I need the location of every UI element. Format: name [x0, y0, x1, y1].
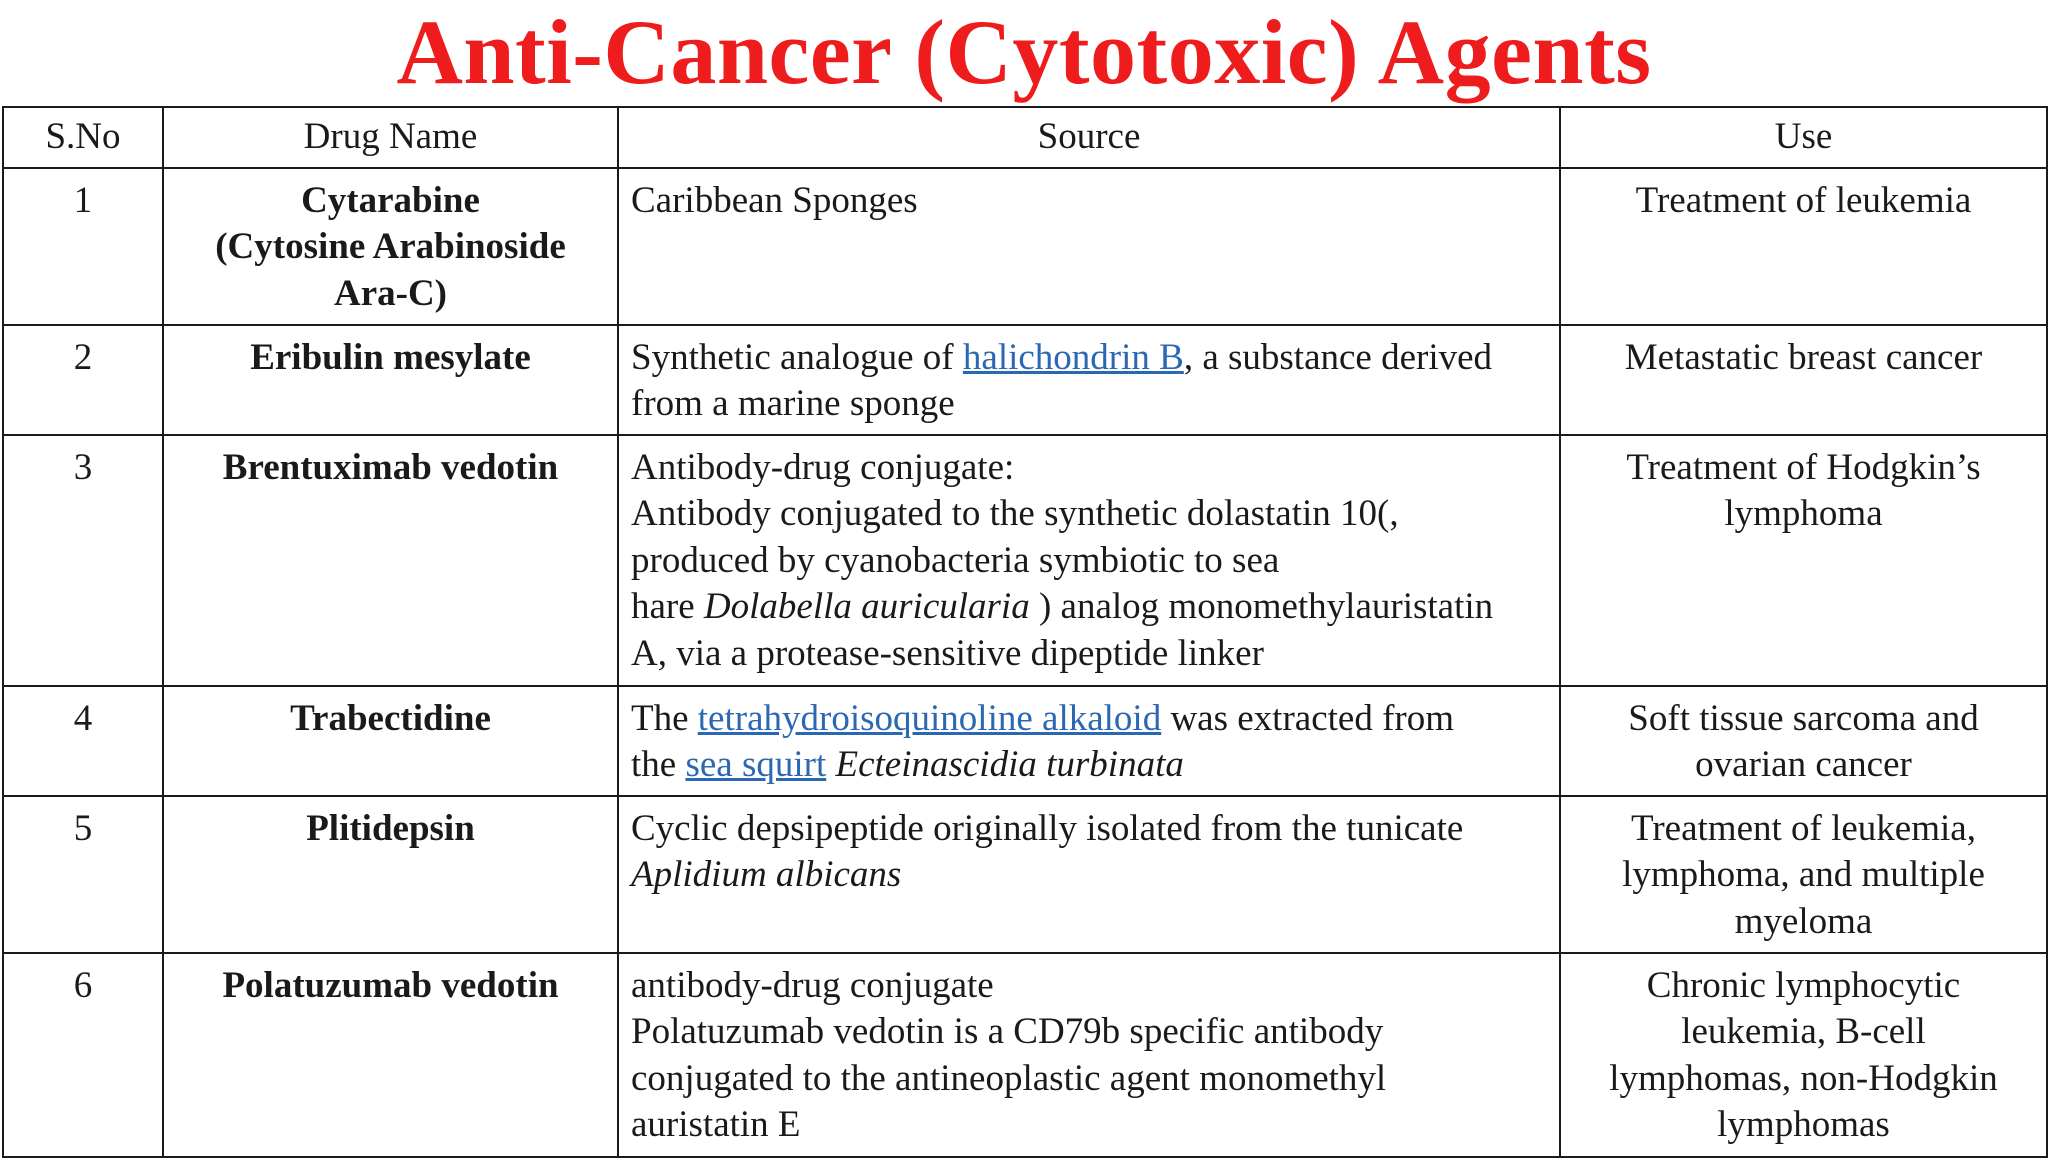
table-row: [3, 953, 2047, 1157]
source-line: from a marine sponge: [631, 383, 955, 424]
use-line: lymphoma: [1724, 493, 1883, 534]
source-line: A, via a protease-sensitive dipeptide linker: [631, 632, 1264, 674]
row-sno: 2: [3, 325, 163, 435]
drug-source: [618, 168, 1560, 325]
drug-name-line: Brentuximab vedotin: [222, 446, 559, 488]
drug-name: [163, 435, 618, 686]
use-line: myeloma: [1734, 900, 1873, 942]
row-sno: 5: [3, 796, 163, 953]
drug-use: [1560, 796, 2047, 953]
table-row: [3, 168, 2047, 325]
drug-source: [618, 686, 1560, 796]
source-line: auristatin E: [631, 1104, 801, 1145]
drug-name-line: Eribulin mesylate: [250, 336, 531, 378]
use-line: Soft tissue sarcoma and: [1628, 697, 1979, 739]
use-line: leukemia, B-cell: [1681, 1011, 1926, 1052]
drug-use: [1560, 168, 2047, 325]
drug-source: [618, 953, 1560, 1157]
species-name: Dolabella auricularia: [703, 586, 1030, 627]
drug-name-line: Polatuzumab vedotin: [222, 964, 559, 1006]
source-line: [631, 742, 1547, 789]
source-line: antibody-drug conjugate: [631, 964, 994, 1006]
source-text: was extracted from: [1161, 697, 1454, 739]
page-title: Anti-Cancer (Cytotoxic) Agents: [396, 1, 1652, 103]
drug-name-line: (Cytosine Arabinoside: [215, 226, 566, 267]
source-text: , a substance derived: [1183, 336, 1493, 378]
use-line: lymphomas: [1717, 1104, 1890, 1145]
source-line: Antibody-drug conjugate:: [631, 446, 1015, 488]
row-sno: 3: [3, 435, 163, 686]
table-header-row: [3, 107, 2047, 168]
drug-name: [163, 686, 618, 796]
drug-name-line: Ara-C): [333, 272, 447, 314]
drug-source: [618, 796, 1560, 953]
use-line: Treatment of leukemia: [1635, 179, 1972, 221]
source-line: Polatuzumab vedotin is a CD79b specific antibody: [631, 1011, 1384, 1052]
source-text: The: [631, 697, 698, 739]
species-name: Aplidium albicans: [631, 854, 902, 895]
source-line: [631, 335, 1547, 382]
species-name: Ecteinascidia turbinata: [826, 744, 1184, 785]
source-line: conjugated to the antineoplastic agent monomethyl: [631, 1057, 1387, 1099]
drug-use: [1560, 325, 2047, 435]
table-row: [3, 325, 2047, 435]
drug-table: [2, 106, 2048, 1158]
table-row: [3, 435, 2047, 686]
source-line: produced by cyanobacteria symbiotic to sea: [631, 539, 1280, 581]
header-sno: S.No: [3, 107, 163, 168]
header-drug-name: Drug Name: [163, 107, 618, 168]
source-line: Cyclic depsipeptide originally isolated from the tunicate: [631, 807, 1464, 849]
source-line: [631, 696, 1547, 743]
drug-name-line: Plitidepsin: [306, 807, 475, 849]
use-line: Treatment of Hodgkin’s: [1626, 446, 1981, 488]
drug-source: [618, 435, 1560, 686]
sea-squirt-link[interactable]: sea squirt: [685, 744, 827, 785]
drug-source: [618, 325, 1560, 435]
tetrahydroisoquinoline-link[interactable]: tetrahydroisoquinoline alkaloid: [697, 697, 1162, 739]
drug-name: [163, 325, 618, 435]
header-source: Source: [618, 107, 1560, 168]
use-line: Chronic lymphocytic: [1646, 964, 1961, 1006]
table-row: [3, 796, 2047, 953]
drug-use: [1560, 686, 2047, 796]
drug-name: [163, 168, 618, 325]
source-line: Caribbean Sponges: [631, 179, 918, 221]
drug-name: [163, 953, 618, 1157]
table-row: [3, 686, 2047, 796]
source-text: the: [631, 744, 686, 785]
source-text: ) analog monomethylauristatin: [1029, 586, 1494, 627]
source-line: Antibody conjugated to the synthetic dolastatin 10(,: [631, 493, 1399, 534]
source-line: [631, 584, 1547, 631]
use-line: Metastatic breast cancer: [1624, 336, 1983, 378]
drug-use: [1560, 435, 2047, 686]
use-line: ovarian cancer: [1695, 744, 1912, 785]
drug-name: [163, 796, 618, 953]
header-use: Use: [1560, 107, 2047, 168]
row-sno: 6: [3, 953, 163, 1157]
use-line: lymphomas, non-Hodgkin: [1609, 1057, 1998, 1099]
drug-name-line: Cytarabine: [301, 179, 480, 221]
use-line: Treatment of leukemia,: [1631, 807, 1976, 849]
use-line: lymphoma, and multiple: [1622, 854, 1985, 895]
drug-use: [1560, 953, 2047, 1157]
row-sno: 1: [3, 168, 163, 325]
source-text: Synthetic analogue of: [631, 336, 963, 378]
source-text: hare: [631, 586, 704, 627]
row-sno: 4: [3, 686, 163, 796]
halichondrin-link[interactable]: halichondrin B: [962, 336, 1184, 378]
drug-name-line: Trabectidine: [290, 697, 491, 739]
